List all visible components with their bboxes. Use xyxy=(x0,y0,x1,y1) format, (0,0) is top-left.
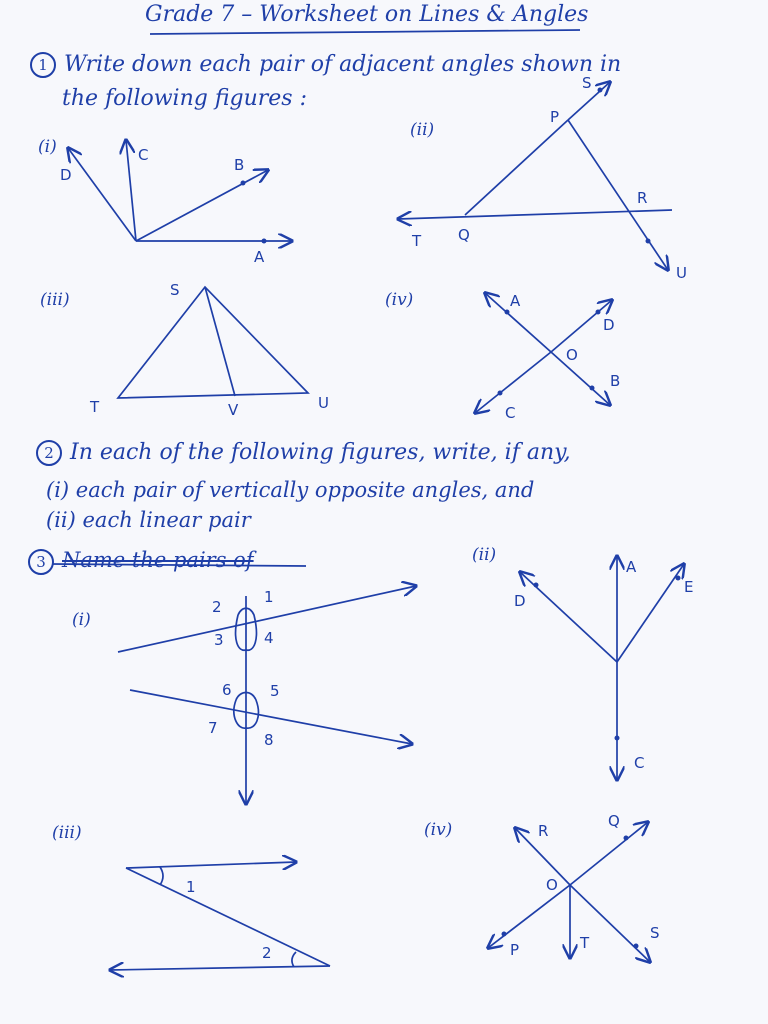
q1-line-1 xyxy=(30,52,621,78)
q1-fig-ii-label-T: T xyxy=(412,232,422,250)
q1-figure-iv xyxy=(385,290,620,422)
q3-fig-ii-roman: (ii) xyxy=(472,545,497,565)
q3-fig-ii-label-C: C xyxy=(634,754,645,772)
q1-fig-ii-label-R: R xyxy=(637,189,648,207)
q1-figure-iii xyxy=(40,281,329,419)
q2-text-1: In each of the following figures, write, if any, xyxy=(70,440,571,465)
q3-fig-iii-label-2: 2 xyxy=(262,944,272,962)
q3-fig-iv-label-S: S xyxy=(650,924,660,942)
q1-fig-iii-roman: (iii) xyxy=(40,290,70,310)
q3-fig-i-label-7: 7 xyxy=(208,719,218,737)
q3-figure-ii xyxy=(472,545,693,780)
q1-fig-i-label-C: C xyxy=(138,146,149,164)
title-underline xyxy=(150,30,580,34)
q3-fig-iii-roman: (iii) xyxy=(52,823,82,843)
q2-line-1 xyxy=(36,440,571,466)
q3-struck-text: Name the pairs of xyxy=(62,548,254,572)
q3-fig-ii-label-E: E xyxy=(684,578,694,596)
q1-fig-i-roman: (i) xyxy=(38,137,57,157)
q1-fig-i-label-B: B xyxy=(234,156,245,174)
q1-fig-i-label-D: D xyxy=(60,166,72,184)
q3-fig-i-label-3: 3 xyxy=(214,631,224,649)
q3-figure-iv xyxy=(424,812,660,962)
q1-fig-iv-label-A: A xyxy=(510,292,521,310)
q1-fig-iii-label-U: U xyxy=(318,394,329,412)
q3-fig-iv-label-Q: Q xyxy=(608,812,620,830)
q1-fig-iv-label-D: D xyxy=(603,316,615,334)
worksheet-title: Grade 7 – Worksheet on Lines & Angles xyxy=(145,2,589,27)
q1-fig-i-label-A: A xyxy=(254,248,265,266)
q1-fig-ii-label-U: U xyxy=(676,264,687,282)
q3-fig-iv-label-O: O xyxy=(546,876,558,894)
q2-part-i: (i) each pair of vertically opposite angles, and xyxy=(46,478,535,502)
q3-fig-iv-label-R: R xyxy=(538,822,549,840)
q1-fig-ii-label-P: P xyxy=(550,108,560,126)
q2-part-ii: (ii) each linear pair xyxy=(46,508,251,532)
q1-fig-ii-label-Q: Q xyxy=(458,226,470,244)
q1-figure-ii xyxy=(398,74,687,282)
q3-figure-iii xyxy=(52,823,330,970)
q3-fig-iii-label-1: 1 xyxy=(186,878,196,896)
q1-figure-i xyxy=(38,137,292,266)
q2-number: 2 xyxy=(36,440,62,466)
q1-fig-iv-label-C: C xyxy=(505,404,516,422)
q1-fig-iv-label-B: B xyxy=(610,372,621,390)
q1-fig-iii-label-S: S xyxy=(170,281,180,299)
q1-fig-iv-label-O: O xyxy=(566,346,578,364)
q3-fig-iv-roman: (iv) xyxy=(424,820,453,840)
q1-text-1: Write down each pair of adjacent angles shown in xyxy=(64,52,622,77)
q3-fig-ii-label-A: A xyxy=(626,558,637,576)
q3-fig-i-roman: (i) xyxy=(72,610,91,630)
q1-fig-ii-roman: (ii) xyxy=(410,120,435,140)
q3-fig-iv-label-P: P xyxy=(510,941,520,959)
q3-fig-i-label-8: 8 xyxy=(264,731,274,749)
q3-line xyxy=(28,548,254,575)
q1-fig-ii-label-S: S xyxy=(582,74,592,92)
q3-fig-i-label-4: 4 xyxy=(264,629,274,647)
q1-fig-iii-label-V: V xyxy=(228,401,239,419)
q3-fig-i-label-5: 5 xyxy=(270,682,280,700)
q3-fig-i-label-1: 1 xyxy=(264,588,274,606)
q1-fig-iv-roman: (iv) xyxy=(385,290,414,310)
q1-number: 1 xyxy=(30,52,56,78)
q3-fig-ii-label-D: D xyxy=(514,592,526,610)
q3-fig-i-label-2: 2 xyxy=(212,598,222,616)
q3-number: 3 xyxy=(28,549,54,575)
q3-figure-i xyxy=(72,586,416,804)
q3-fig-iv-label-T: T xyxy=(580,934,590,952)
q3-fig-i-label-6: 6 xyxy=(222,681,232,699)
q1-text-2: the following figures : xyxy=(62,86,307,111)
q1-fig-iii-label-T: T xyxy=(90,398,100,416)
